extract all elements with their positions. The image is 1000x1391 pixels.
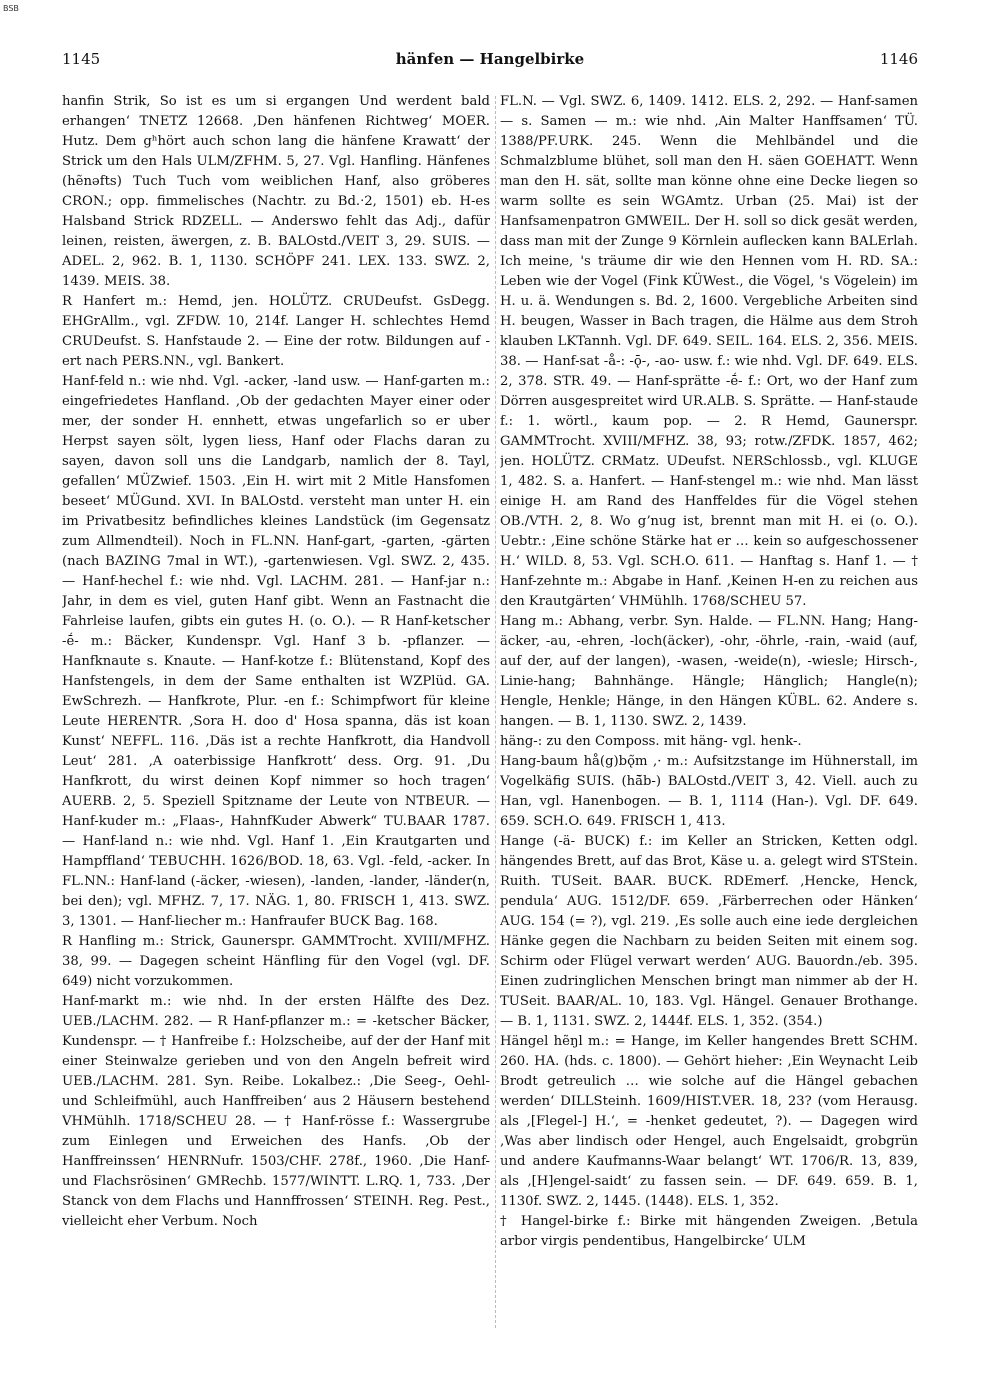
entry-haenfen-continued: hanfin Strik, So ist es um si ergangen Und werdent bald erhangen‘ TNETZ 12668. ‚Den hänfenen Richtweg‘ MOER. Hutz. Dem gʰhört auch schon lang die hänfene Krawatt‘ der Strick um den Hals ULM/ZFHM. 5, 27. Vgl. Hanfling. Hänfenes (hẽnəfts) Tuch Tuch vom weiblichen Hanf, also gröberes CRON.; opp. fimmelisches (Nachtr. zu Bd.‧2, 1501) eb. H-es Halsband Strick RDZELL. — Anderswo fehlt das Adj., dafür leinen, reisten, äwergen, z. B. BALOstd./VEIT 3, 29. SUIS. — ADEL. 2, 962. B. 1, 1130. SCHÖPF 241. LEX. 133. SWZ. 2, 1439. MEIS. 38.: [62, 94, 490, 289]
entry-hanf-feld: Hanf-feld n.: wie nhd. Vgl. -acker, -land usw. — Hanf-garten m.: eingefriedetes Hanfland. ‚Ob der gedachten Mayer einer oder mer, der sonder H. ennhett, etwas ungefarlich so er uber Herpst sayen sölt, lygen liess, Hanf oder Flachs daran zu sayen, davon soll uns die Landgarb, namlich der 8. Tayl, gefallen‘ MÜZwief. 1503. ‚Ein H. wirt mit 2 Mitle Hansfomen beseet‘ MÜGund. XVI. In BALOstd. versteht man unter H. ein im Privatbesitz befindliches kleines Landstück (im Gegensatz zum Allmendteil). Noch in FL.NN. Hanf-gart, -garten, -gärten (nach BAZING 7mal in WT.), -gartenwiesen. Vgl. SWZ. 2, 435. — Hanf-hechel f.: wie nhd. Vgl. LACHM. 281. — Hanf-jar n.: Jahr, in dem es viel, guten Hanf gibt. Wenn an Fastnacht die Fahrleise laufen, gibts ein gutes H. (o. O.). — R Hanf-ketscher -ḗ- m.: Bäcker, Kundenspr. Vgl. Hanf 3 b. -pflanzer. — Hanfknaute s. Knaute. — Hanf-kotze f.: Blütenstand, Kopf des Hanfstengels, in dem der Same enthalten ist WZPlüd. GA. EwSchrezh. — Hanfkrote, Plur. -en f.: Schimpfwort für kleine Leute HERENTR. ‚Sora H. doo d' Hosa spanna, däs ist koan Kunst‘ NEFFL. 116. ‚Däs ist a rechte Hanfkrott, dia Handvoll Leut‘ 281. ‚A oaterbissige Hanfkrott‘ dess. Org. 91. ‚Du Hanfkrott, du wirst deinen Kopf nimmer so hoch tragen‘ AUERB. 2, 5. Speziell Spitzname der Leute von NTBEUR. — Hanf-kuder m.: „Flaas-, HahnfKuder Abwerk“ TU.BAAR 1787. — Hanf-land n.: wie nhd. Vgl. Hanf 1. ‚Ein Krautgarten und Hampffland‘ TEBUCHH. 1626/BOD. 18, 63. Vgl. -feld, -acker. In FL.NN.: Hanf-land (-äcker, -wiesen), -landen, -lander, -länder(n, bei den); vgl. MFHZ. 7, 17. NÄG. 1, 80. FRISCH 1, 413. SWZ. 3, 1301. — Hanf-liecher m.: Hanfraufer BUCK Bag. 168.: [62, 374, 490, 929]
right-column: [500, 92, 918, 1382]
entry-hang: Hang m.: Abhang, verbr. Syn. Halde. — FL.NN. Hang; Hang-äcker, -au, -ehren, -loch(äcker), -ohr, -öhrle, -rain, -waid (auf, auf der, auf der langen), -wasen, -weide(n), -wiesle; Hirsch-, Linie-hang; Bahnhänge. Hängle; Hänglich; Hangle(n); Hengle, Henkle; Hänge, in den Hängen KÜBL. 62. Andere s. hangen. — B. 1, 1130. SWZ. 2, 1439.: [500, 614, 918, 729]
column-divider: [495, 96, 496, 1328]
left-column: [62, 92, 490, 1382]
entry-hange: Hange (-ä- BUCK) f.: im Keller an Stricken, Ketten odgl. hängendes Brett, auf das Brot, Käse u. a. gelegt wird STStein. Ruith. TUSeit. BAAR. BUCK. RDEmerf. ‚Hencke, Henck, pendula‘ AUG. 1512/DF. 659. ‚Färberrechen oder Hänken‘ AUG. 154 (= ?), vgl. 219. ‚Es solle auch eine iede dergleichen Hänke gegen die Nachbarn zu beiden Seiten mit einem sog. Schirm oder Flügel verwart werden‘ AUG. Bauordn./eb. 395. Einen zudringlichen Menschen bringt man nimmer ab der H. TUSeit. BAAR/AL. 10, 183. Vgl. Hängel. Genauer Brothange. — B. 1, 1131. SWZ. 2, 1444f. ELS. 1, 352. (354.): [500, 834, 918, 1029]
library-stamp: BSB: [3, 4, 19, 13]
entry-haengel: Hängel hẽŋl m.: = Hange, im Keller hangendes Brett SCHM. 260. HA. (hds. c. 1800). — Gehört hieher: ‚Ein Weynacht Leib Brodt getreulich … wie solche auf die Hängel gebachen werden‘ DILLSteinh. 1609/HIST.VER. 18, 23? (vom Herausg. als ‚[Flegel-] H.‘, = -henket gedeutet, ?). — Dagegen wird ‚Was aber lindisch oder Hengel, auch Engelsaidt, grobgrün und andere Kaufmanns-Waar belangt‘ WT. 1706/R. 13, 839, als ‚[H]engel-saidt‘ zu fassen sein. — DF. 649. 659. B. 1, 1130f. SWZ. 2, 1445. (1448). ELS. 1, 352.: [500, 1034, 918, 1209]
page-number-right: 1146: [879, 50, 918, 68]
entry-hanfling: R Hanfling m.: Strick, Gaunerspr. GAMMTrocht. XVIII/MFHZ. 38, 99. — Dagegen scheint Hänfling für den Vogel (vgl. DF. 649) nicht vorzukommen.: [62, 934, 490, 989]
running-title: hänfen — Hangelbirke: [395, 50, 585, 68]
entry-hangel-birke: † Hangel-birke f.: Birke mit hängenden Zweigen. ‚Betula arbor virgis pendentibus, Hangelbircke‘ ULM: [500, 1214, 918, 1249]
entry-haeng: häng-: zu den Composs. mit häng- vgl. henk-.: [500, 734, 802, 749]
page-number-left: 1145: [62, 50, 101, 68]
page-header: [62, 50, 918, 72]
entry-hanfert: R Hanfert m.: Hemd, jen. HOLÜTZ. CRUDeufst. GsDegg. EHGrAllm., vgl. ZFDW. 10, 214f. Langer H. schlechtes Hemd CRUDeufst. S. Hanfstaude 2. — Eine der rotw. Bildungen auf -ert nach PERS.NN., vgl. Bankert.: [62, 294, 490, 369]
entry-hanf-markt: Hanf-markt m.: wie nhd. In der ersten Hälfte des Dez. UEB./LACHM. 282. — R Hanf-pflanzer m.: = -ketscher Bäcker, Kundenspr. — † Hanfreibe f.: Holzscheibe, auf der der Hanf mit einer Steinwalze gerieben und von den Angeln befreit wird UEB./LACHM. 281. Syn. Reibe. Lokalbez.: ‚Die Seeg-, Oehl- und Schleifmühl, auch Hanffreiben‘ aus 2 Häusern bestehend VHMühlh. 1718/SCHEU 28. — † Hanf-rösse f.: Wassergrube zum Einlegen und Erweichen des Hanfs. ‚Ob der Hanffreinssen‘ HENRNufr. 1503/CHF. 278f., 1960. ‚Die Hanf- und Flachsrösinen‘ GMRechb. 1577/WINTT. L.RQ. 1, 733. ‚Der Stanck von dem Flachs und Hannffrossen‘ STEINH. Reg. Pest., vielleicht eher Verbum. Noch: [62, 994, 490, 1229]
entry-hanf-samen: FL.N. — Vgl. SWZ. 6, 1409. 1412. ELS. 2, 292. — Hanf-samen — s. Samen — m.: wie nhd. ‚Ain Malter Hanffsamen‘ TÜ. 1388/PF.URK. 245. Wenn die Mehlbändel und die Schmalzblume blühet, soll man den H. säen GOEHATT. Wenn man den H. sät, sollte man könne ohne eine Decke liegen so warm sollte es sein WGAmtz. Urban (25. Mai) ist der Hanfsamenpatron GMWEIL. Der H. soll so dick gesät werden, dass man mit der Zunge 9 Körnlein auflecken kann BALErlah. Ich meine, 's träume dir wie den Hennen vom H. RD. SA.: Leben wie der Vogel (Fink KÜWest., die Vögel, 's Vögelein) im H. u. ä. Wendungen s. Bd. 2, 1600. Vergebliche Arbeiten sind H. beugen, Wasser in Bach tragen, die Hälme aus dem Stroh klauben LKTannh. Vgl. DF. 649. SEIL. 164. ELS. 2, 356. MEIS. 38. — Hanf-sat -å-: -ǭ-, -ao- usw. f.: wie nhd. Vgl. DF. 649. ELS. 2, 378. STR. 49. — Hanf-sprätte -ḗ- f.: Ort, wo der Hanf zum Dörren ausgespreitet wird UR.ALB. S. Sprätte. — Hanf-staude f.: 1. wörtl., kaum pop. — 2. R Hemd, Gaunerspr. GAMMTrocht. XVIII/MFHZ. 38, 93; rotw./ZFDK. 1857, 462; jen. HOLÜTZ. CRMatz. UDeufst. NERSchlossb., vgl. KLUGE 1, 482. S. a. Hanfert. — Hanf-stengel m.: wie nhd. Man lässt einige H. am Rand des Hanffeldes für die Vögel stehen OB./VTH. 2, 8. Wo gʼnug ist, brennt man mit H. ei (o. O.). Uebtr.: ‚Eine schöne Stärke hat er … kein so aufgeschossener H.‘ WILD. 8, 53. Vgl. SCH.O. 611. — Hanftag s. Hanf 1. — † Hanf-zehnte m.: Abgabe in Hanf. ‚Keinen H-en zu reichen aus den Krautgärten‘ VHMühlh. 1768/SCHEU 57.: [500, 94, 918, 609]
entry-hang-baum: Hang-baum hå(g)bǫ̃m ,· m.: Aufsitzstange im Hühnerstall, im Vogelkäfig SUIS. (hā̆b-) BALOstd./VEIT 3, 42. Viell. auch zu Han, vgl. Hanenbogen. — B. 1, 1114 (Han-). Vgl. DF. 649. 659. SCH.O. 649. FRISCH 1, 413.: [500, 754, 918, 829]
